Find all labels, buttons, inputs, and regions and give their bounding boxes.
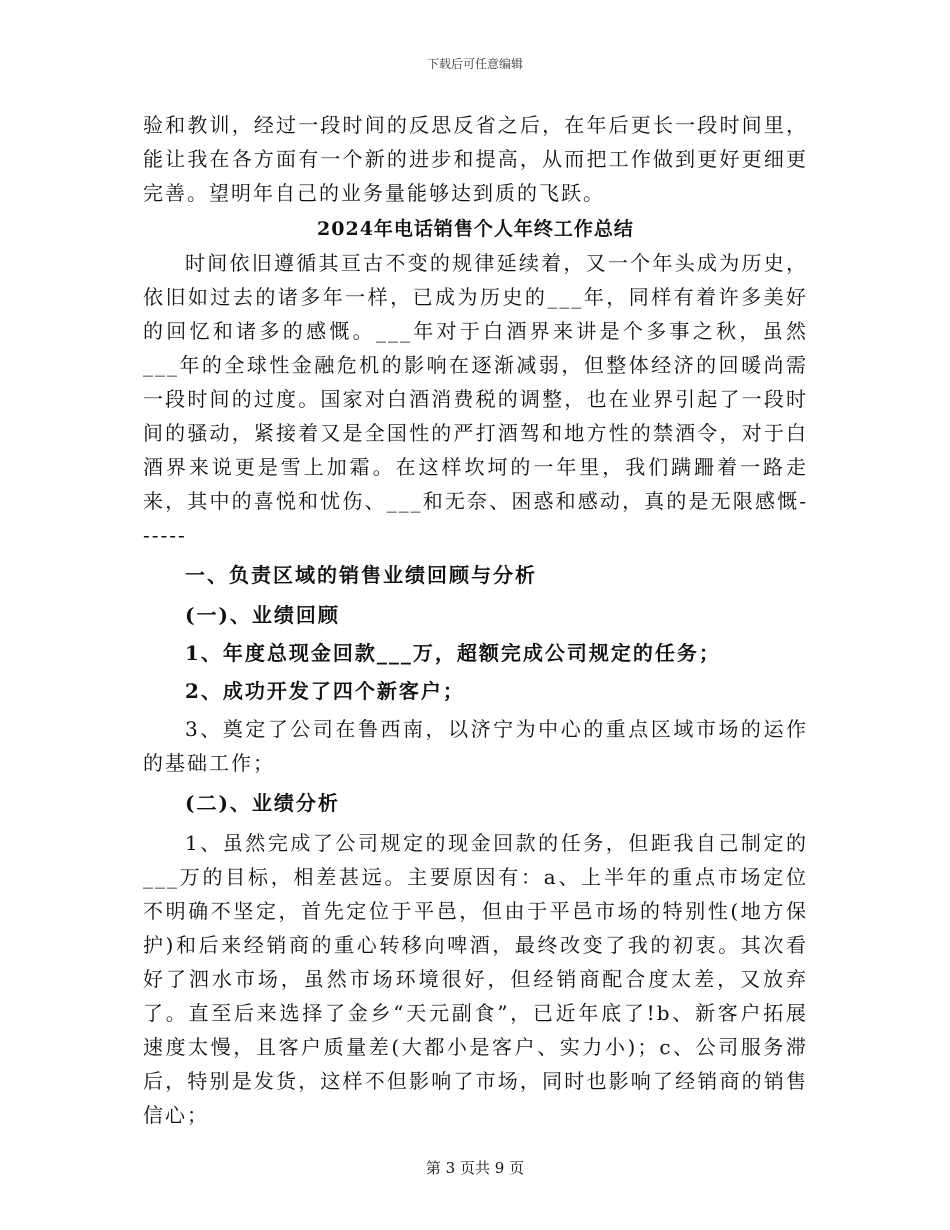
header-note: 下载后可任意编辑 bbox=[426, 57, 523, 71]
analysis-1: 1、虽然完成了公司规定的现金回款的任务，但距我自己制定的___万的目标，相差甚远。主要原因有：a、上半年的重点市场定位不明确不坚定，首先定位于平邑，但由于平邑市场的特别性(地方保护)和后来经销商的重心转移向啤酒，最终改变了我的初衷。其次看好了泗水市场，虽然市场环境很好，但经销商配合度太差，又放弃了。直至后来选择了金乡“天元副食”，已近年底了!b、新客户拓展速度太慢，且客户质量差(大都小是客户、实力小)；c、公司服务滞后，特别是发货，这样不但影响了市场，同时也影响了经销商的销售信心； bbox=[143, 831, 808, 1127]
item-1: 1、年度总现金回款___万，超额完成公司规定的任务； bbox=[185, 641, 721, 665]
item-3: 3、奠定了公司在鲁西南，以济宁为中心的重点区域市场的运作的基础工作； bbox=[143, 717, 808, 775]
item-2: 2、成功开发了四个新客户； bbox=[185, 679, 465, 703]
document-body bbox=[143, 108, 808, 1132]
sub-2-heading: (二)、业绩分析 bbox=[185, 791, 340, 815]
paragraph-1: 时间依旧遵循其亘古不变的规律延续着，又一个年头成为历史，依旧如过去的诸多年一样，已成为历史的___年，同样有着许多美好的回忆和诸多的感慨。___年对于白酒界来讲是个多事之秋，虽然___年的全球性金融危机的影响在逐渐减弱，但整体经济的回暖尚需一段时间的过度。国家对白酒消费税的调整，也在业界引起了一段时间的骚动，紧接着又是全国性的严打酒驾和地方性的禁酒令，对于白酒界来说更是雪上加霜。在这样坎坷的一年里，我们蹒跚着一路走来，其中的喜悦和忧伤、___和无奈、困惑和感动，真的是无限感慨------ bbox=[143, 251, 808, 547]
document-title: 2024年电话销售个人年终工作总结 bbox=[317, 218, 634, 240]
sub-1-heading: (一)、业绩回顾 bbox=[185, 603, 340, 627]
section-1-heading: 一、负责区域的销售业绩回顾与分析 bbox=[185, 563, 537, 587]
page-footer: 第 3 页共 9 页 bbox=[425, 1159, 525, 1177]
intro-paragraph: 验和教训，经过一段时间的反思反省之后，在年后更长一段时间里，能让我在各方面有一个新的进步和提高，从而把工作做到更好更细更完善。望明年自己的业务量能够达到质的飞跃。 bbox=[143, 113, 808, 205]
